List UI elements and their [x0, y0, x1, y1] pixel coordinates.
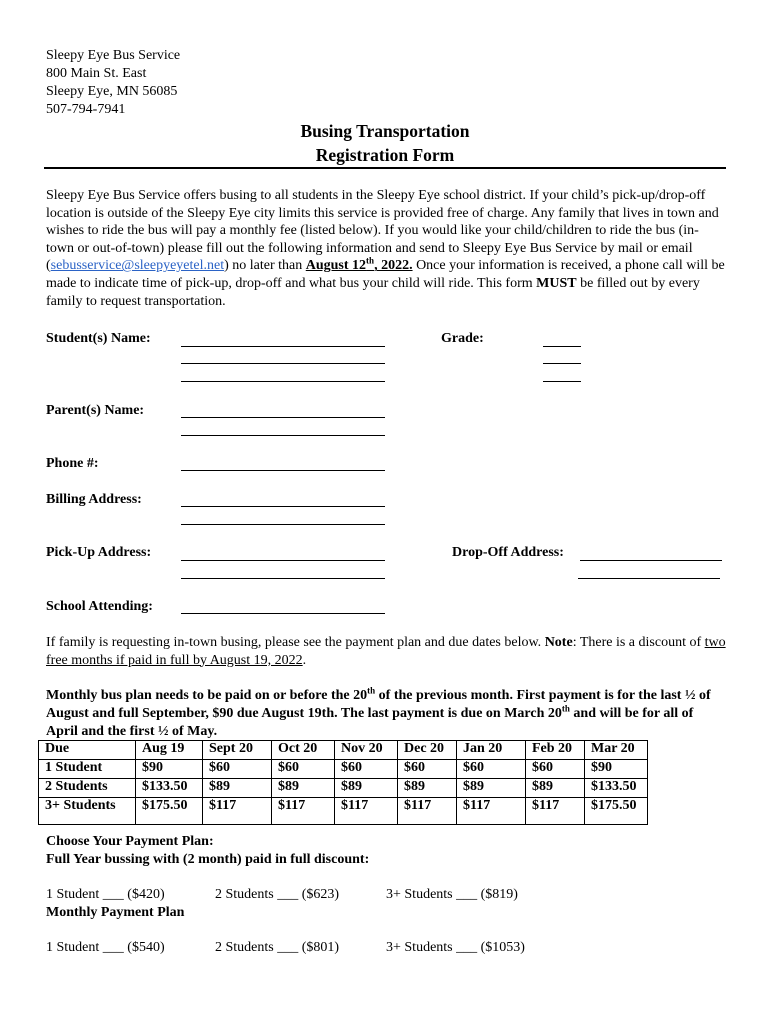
full-year-3plus-students-option[interactable]: 3+ Students ___ ($819)	[386, 887, 518, 902]
dropoff-line-1[interactable]	[580, 560, 722, 561]
form-title: Busing Transportation	[300, 121, 470, 141]
intro-text-4: be filled out by every family to request transportation.	[46, 275, 700, 309]
form-subtitle: Registration Form	[315, 145, 455, 165]
header-oct: Oct 20	[272, 741, 335, 760]
grade-line-1[interactable]	[543, 346, 581, 347]
intro-text-1: Sleepy Eye Bus Service offers busing to all students in the Sleepy Eye school district. If your child’s pick-up/drop-off location is outside of the Sleepy Eye city limits this service is provided free of charge. Any family that lives in town and wishes to ride the bus will pay a monthly fee (listed below). If you would like your child/children to ride the bus (in-town or out-of-town) please fill out the following information and send to Sleepy Eye Bus Service by mail or email (	[46, 188, 719, 274]
monthly-2-students-option[interactable]: 2 Students ___ ($801)	[215, 940, 340, 955]
table-row: 3+ Students $175.50 $117 $117 $117 $117 $117 $117 $175.50	[39, 798, 648, 825]
dropoff-line-2[interactable]	[578, 578, 720, 579]
note-text-3: .	[302, 652, 307, 668]
student-name-line-2[interactable]	[181, 363, 385, 364]
intro-paragraph	[46, 187, 726, 310]
grade-line-3[interactable]	[543, 381, 581, 382]
title-rule	[44, 167, 726, 169]
parent-name-line-2[interactable]	[181, 435, 385, 436]
fee-table-header	[39, 741, 648, 760]
header-nov: Nov 20	[335, 741, 398, 760]
intro-text-3: Once your information is received, a phone call will be made to indicate time of pick-up, drop-off and what bus your child will ride. This form	[46, 258, 725, 291]
pickup-line-2[interactable]	[181, 578, 385, 579]
company-name: Sleepy Eye Bus Service	[46, 48, 181, 63]
company-street: 800 Main St. East	[46, 66, 147, 81]
billing-label: Billing Address:	[46, 492, 142, 507]
grade-line-2[interactable]	[543, 363, 581, 364]
company-phone: 507-794-7941	[46, 102, 126, 117]
note-text-2: : There is a discount of	[572, 635, 705, 650]
phone-label: Phone #:	[46, 456, 99, 471]
table-row: 1 Student $90 $60 $60 $60 $60 $60 $60 $90	[39, 760, 648, 779]
full-year-1-student-option[interactable]: 1 Student ___ ($420)	[46, 887, 165, 902]
email-link[interactable]: sebusservice@sleepyeyetel.net	[50, 258, 225, 274]
grade-label: Grade:	[441, 331, 484, 346]
note-label: Note	[544, 635, 573, 650]
monthly-plan-heading: Monthly Payment Plan	[46, 905, 185, 920]
parent-name-line-1[interactable]	[181, 417, 385, 418]
intro-text-2: ) no later than	[224, 258, 306, 274]
fee-table	[38, 740, 648, 825]
company-address	[46, 47, 180, 119]
monthly-1-student-option[interactable]: 1 Student ___ ($540)	[46, 940, 165, 955]
school-line[interactable]	[181, 613, 385, 614]
note-text-1: If family is requesting in-town busing, please see the payment plan and due dates below.	[46, 635, 545, 650]
must-text: MUST	[536, 275, 577, 291]
header-sept: Sept 20	[203, 741, 272, 760]
dropoff-label: Drop-Off Address:	[452, 545, 564, 560]
students-label: Student(s) Name:	[46, 331, 151, 346]
header-dec: Dec 20	[398, 741, 457, 760]
header-feb: Feb 20	[526, 741, 585, 760]
full-year-2-students-option[interactable]: 2 Students ___ ($623)	[215, 887, 340, 902]
header-aug: Aug 19	[136, 741, 203, 760]
discount-note	[46, 634, 726, 669]
header-due: Due	[39, 741, 136, 760]
table-row: 2 Students $133.50 $89 $89 $89 $89 $89 $89 $133.50	[39, 779, 648, 798]
header-mar: Mar 20	[585, 741, 648, 760]
monthly-3plus-students-option[interactable]: 3+ Students ___ ($1053)	[386, 940, 525, 955]
header-jan: Jan 20	[457, 741, 526, 760]
phone-line[interactable]	[181, 470, 385, 471]
pickup-label: Pick-Up Address:	[46, 545, 152, 560]
billing-line-2[interactable]	[181, 524, 385, 525]
school-label: School Attending:	[46, 599, 153, 614]
deadline: August 12th, 2022.	[305, 255, 413, 274]
company-city: Sleepy Eye, MN 56085	[46, 84, 178, 99]
student-name-line-3[interactable]	[181, 381, 385, 382]
billing-line-1[interactable]	[181, 506, 385, 507]
discount-terms: two free months if paid in full by August 19, 2022	[46, 635, 726, 668]
monthly-plan-text: Monthly bus plan needs to be paid on or before the 20th of the previous month. First payment is for the last ½ of August and full September, $90 due August 19th. The last payment is due on March 20th and will be for all of April and the first ½ of May.	[46, 685, 711, 739]
choose-plan-heading: Choose Your Payment Plan:	[46, 834, 214, 849]
full-year-heading: Full Year bussing with (2 month) paid in full discount:	[46, 852, 370, 867]
parents-label: Parent(s) Name:	[46, 403, 145, 418]
pickup-line-1[interactable]	[181, 560, 385, 561]
student-name-line-1[interactable]	[181, 346, 385, 347]
